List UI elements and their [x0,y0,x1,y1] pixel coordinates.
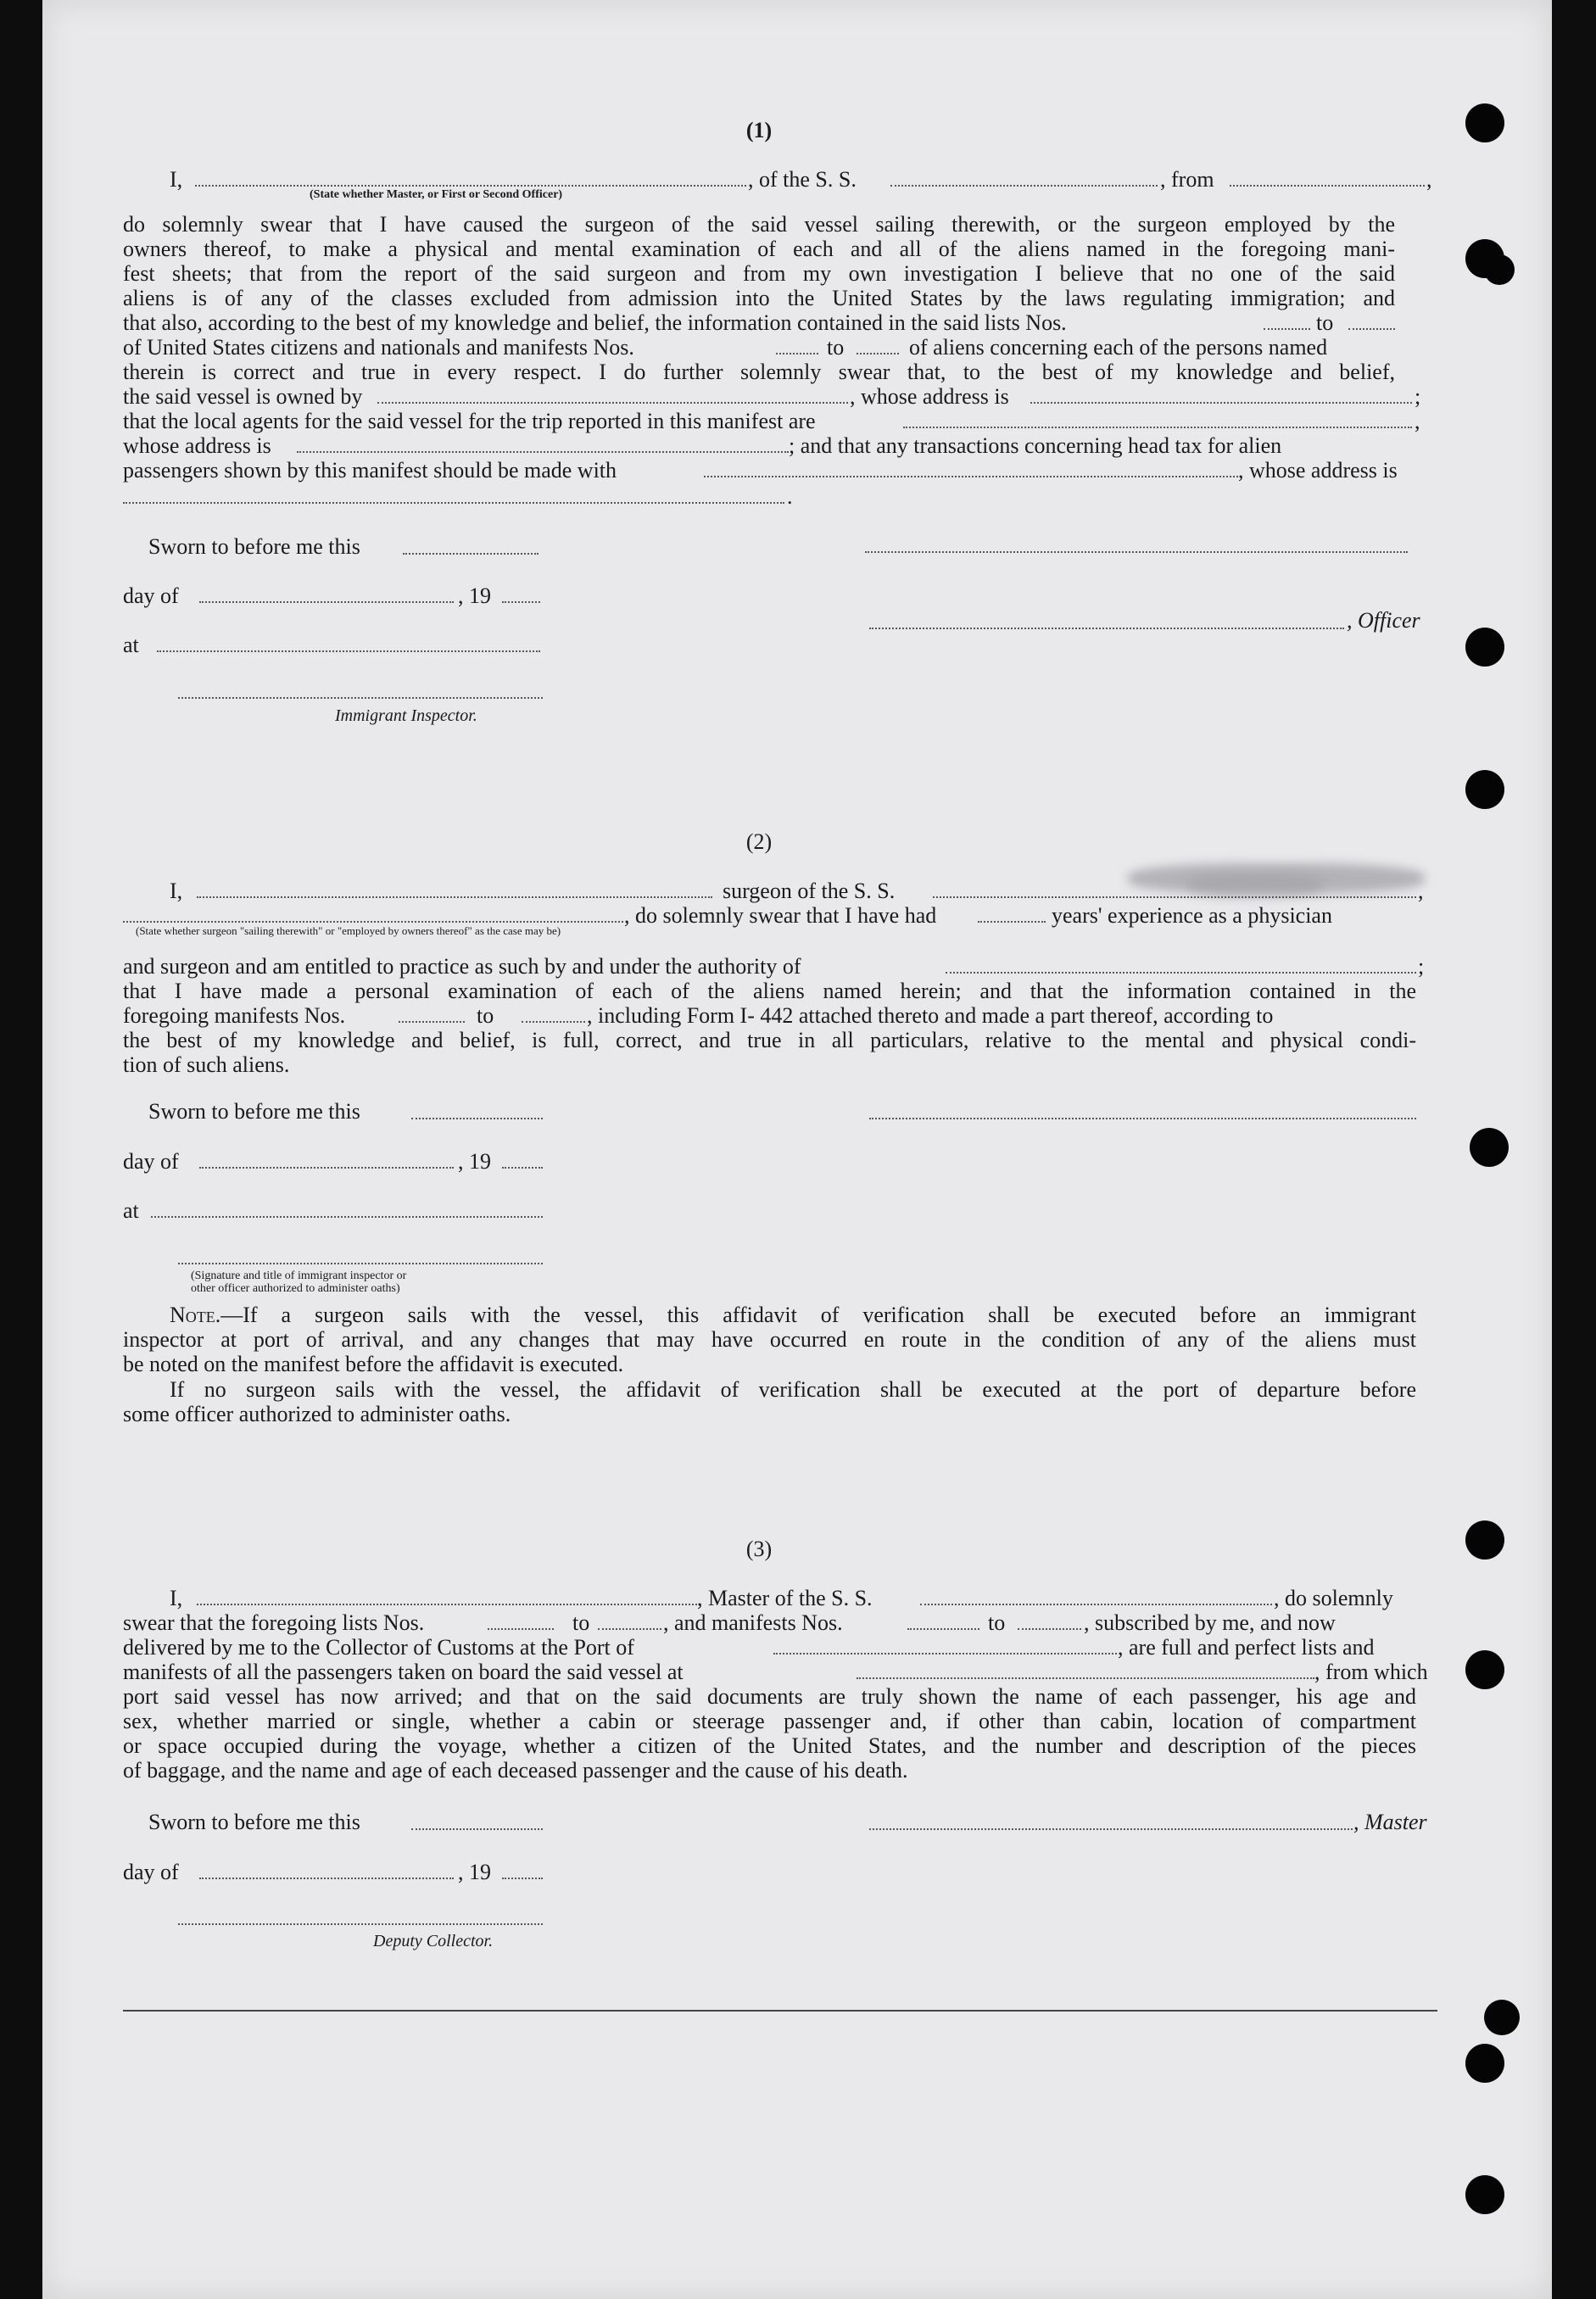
s2-years-text: years' experience as a physician [1052,903,1332,928]
s1-from-port-field[interactable] [1230,185,1425,187]
s3-master-signature-field[interactable] [869,1828,1353,1830]
s1-paragraph-line: owners thereof, to make a physical and mental examination of each and all of the aliens named in the foregoing mani- [123,237,1395,261]
s2-swear-text: , do solemnly swear that I have had [624,903,937,928]
s2-day-of-label: day of [123,1149,179,1174]
s2-at-field[interactable] [151,1216,543,1218]
s1-officer-name-field[interactable] [195,185,746,187]
s2-authority-field[interactable] [946,972,1416,974]
s1-local-agents-text: that the local agents for the said vessel for the trip reported in this manifest are [123,409,816,433]
s3-deputy-collector-label: Deputy Collector. [373,1932,494,1950]
binder-hole [1484,254,1515,285]
s1-inspector-label: Immigrant Inspector. [335,706,477,725]
s1-manifests-text: of United States citizens and nationals and manifests Nos. [123,335,634,360]
s2-i-label: I, [170,879,183,903]
s1-year-label: , 19 [458,583,491,608]
s1-agent-address-field[interactable] [297,451,789,453]
s2-vessel-field[interactable] [933,896,1416,898]
s3-solemnly-text: , do solemnly [1274,1586,1393,1610]
s1-lists-to-field[interactable] [1348,328,1395,330]
s1-contact-address-label: , whose address is [1238,458,1398,483]
s1-local-agents-field[interactable] [903,427,1412,428]
s1-owner-field[interactable] [377,402,848,404]
s2-note-line: be noted on the manifest before the affidavit is executed. [123,1352,624,1376]
s3-collector-text: delivered by me to the Collector of Customs at the Port of [123,1635,634,1660]
s1-lists-text: that also, according to the best of my knowledge and belief, the information contained in the said lists Nos. [123,310,1067,335]
binder-hole [1465,2175,1504,2214]
s3-year-field[interactable] [502,1878,543,1879]
s2-at-label: at [123,1198,139,1223]
bottom-rule [123,2010,1437,2012]
s2-surgeon-of-ss-label: surgeon of the S. S. [723,879,896,903]
s1-head-tax-text: ; and that any transactions concerning head tax for alien [789,433,1282,458]
s2-sworn-date-field[interactable] [411,1118,543,1119]
s2-sig-caption-1: (Signature and title of immigrant inspector or [191,1269,407,1282]
s1-of-ss-label: , of the S. S. [748,167,857,192]
s1-i-label: I, [170,167,183,192]
s2-paragraph-line: the best of my knowledge and belief, is full, correct, and true in all particulars, relative to the mental and physical condi- [123,1028,1416,1052]
s2-paragraph-line: tion of such aliens. [123,1052,290,1077]
binder-hole [1465,1521,1504,1560]
s2-sig-caption-2: other officer authorized to administer oaths) [191,1282,400,1295]
s2-inspector-signature-field[interactable] [178,1263,543,1264]
s3-paragraph-line: of baggage, and the name and age of each deceased passenger and the cause of his death. [123,1758,908,1783]
s3-paragraph-line: sex, whether married or single, whether a cabin or steerage passenger and, if other than cabin, location of compartment [123,1709,1416,1733]
binder-hole [1465,1650,1504,1689]
s1-at-field[interactable] [157,650,540,652]
s2-line-comma: , [1418,879,1424,903]
s1-from-label: , from [1160,167,1214,192]
s1-paragraph-line: fest sheets; that from the report of the said surgeon and from my own investigation I believe that no one of the said [123,261,1395,286]
s2-day-of-field[interactable] [199,1167,454,1169]
s3-master-name-field[interactable] [197,1604,697,1605]
s3-lists-from-field[interactable] [488,1628,554,1630]
s3-lists-to-field[interactable] [598,1628,661,1630]
binder-hole [1484,2000,1520,2035]
s2-line-semicolon: ; [1418,954,1425,979]
s1-at-label: at [123,633,139,657]
s1-day-of-label: day of [123,583,179,608]
s3-manifests-to: to [988,1610,1006,1635]
s2-surgeon-status-field[interactable] [123,921,623,923]
s1-head-tax-contact-field[interactable] [704,476,1238,477]
section-1-heading: (1) [745,118,773,142]
s3-lists-to: to [572,1610,590,1635]
s2-note-text: —If a surgeon sails with the vessel, this affidavit of verification shall be executed before an immigrant [220,1303,1416,1327]
binder-hole [1465,103,1504,142]
binder-hole [1465,628,1504,667]
s3-paragraph-line: port said vessel has now arrived; and that on the said documents are truly shown the name of each passenger, his age and [123,1684,1416,1709]
s3-vessel-field[interactable] [920,1604,1272,1605]
s1-paragraph-line: aliens is of any of the classes excluded from admission into the United States by the laws regulating immigration; and [123,286,1395,310]
s1-line-period: . [787,484,793,509]
s2-form-text: , including Form I- 442 attached thereto and made a part thereof, according to [587,1003,1274,1028]
s1-line-end: , [1426,167,1432,192]
s1-day-of-field[interactable] [199,601,454,603]
s1-inspector-signature-field[interactable] [178,697,543,699]
s2-surgeon-name-field[interactable] [197,896,712,898]
s1-sworn-date-field[interactable] [403,553,539,555]
s1-line-semicolon: ; [1415,384,1421,409]
s1-year-field[interactable] [502,601,540,603]
s1-paragraph-line: therein is correct and true in every respect. I do further solemnly swear that, to the best of my knowledge and belief, [123,360,1395,384]
s1-owner-address-field[interactable] [1030,402,1412,404]
s3-year-label: , 19 [458,1860,491,1884]
binder-hole [1470,1128,1509,1167]
s3-manifests-to-field[interactable] [1018,1628,1081,1630]
s1-manifests-from-field[interactable] [776,353,818,354]
s3-collector-signature-field[interactable] [178,1923,543,1925]
s2-surgeon-signature-field[interactable] [869,1118,1416,1119]
s3-perfect-lists-text: , are full and perfect lists and [1118,1635,1375,1660]
manifest-affidavit-page [42,0,1552,2299]
section-3-heading: (3) [745,1537,773,1561]
s1-contact-address-field[interactable] [123,502,784,504]
s1-line-comma: , [1415,409,1420,433]
s2-paragraph-line: that I have made a personal examination of each of the aliens named herein; and that the information contained in the [123,979,1416,1003]
s2-manifests-from-field[interactable] [399,1021,465,1023]
s3-master-of-ss-label: , Master of the S. S. [697,1586,873,1610]
s3-port-field[interactable] [773,1653,1117,1654]
s2-manifests-to-field[interactable] [522,1021,585,1023]
s2-sworn-label: Sworn to before me this [148,1099,360,1124]
s2-note-line-1 [170,1303,1416,1327]
s1-officer-caption: (State whether Master, or First or Second Officer) [310,188,563,201]
s1-vessel-field[interactable] [890,185,1158,187]
s1-paragraph-line: do solemnly swear that I have caused the surgeon of the said vessel sailing therewith, or the surgeon employed by the [123,212,1395,237]
s1-officer-label: , Officer [1347,608,1420,633]
s2-note-label: Note. [170,1303,221,1327]
s1-lists-from-field[interactable] [1264,328,1310,330]
s3-from-which-text: , from which [1314,1660,1428,1684]
binder-hole [1465,2044,1504,2083]
s3-sworn-label: Sworn to before me this [148,1810,360,1834]
s3-sworn-date-field[interactable] [411,1828,543,1830]
s1-sworn-label: Sworn to before me this [148,534,360,559]
s3-paragraph-line: or space occupied during the voyage, whether a citizen of the United States, and the number and description of the pieces [123,1733,1416,1758]
s2-authority-text: and surgeon and am entitled to practice as such by and under the authority of [123,954,801,979]
s3-master-label: , Master [1353,1810,1427,1834]
s2-year-label: , 19 [458,1149,491,1174]
s3-board-text: manifests of all the passengers taken on board the said vessel at [123,1660,684,1684]
s1-officer-signature-field[interactable] [869,628,1344,629]
s3-day-of-field[interactable] [199,1878,454,1879]
s1-lists-to: to [1316,310,1334,335]
s3-manifests-from-field[interactable] [907,1628,979,1630]
s2-note-line: some officer authorized to administer oaths. [123,1402,511,1426]
s3-lists-text: swear that the foregoing lists Nos. [123,1610,425,1635]
s1-head-tax-contact-text: passengers shown by this manifest should be made with [123,458,617,483]
section-2-heading: (2) [745,829,773,854]
s2-year-field[interactable] [502,1167,543,1169]
s1-manifests-to-field[interactable] [857,353,899,354]
s1-owned-by-text: the said vessel is owned by [123,384,363,409]
s1-manifests-to: to [827,335,845,360]
s2-note-line: inspector at port of arrival, and any changes that may have occurred en route in the condition of any of the aliens must [123,1327,1416,1352]
s2-manifests-to: to [477,1003,494,1028]
s3-boarding-port-field[interactable] [857,1677,1314,1679]
s3-manifests-text: , and manifests Nos. [663,1610,843,1635]
s1-agent-address-label: whose address is [123,433,271,458]
s2-surgeon-caption: (State whether surgeon "sailing therewith" or "employed by owners thereof" as the case may be) [136,924,561,937]
ink-smudge [1187,873,1323,897]
s2-years-field[interactable] [978,921,1046,923]
s2-note-line: If no surgeon sails with the vessel, the affidavit of verification shall be executed at the port of departure before [170,1377,1416,1402]
s3-i-label: I, [170,1586,183,1610]
s3-day-of-label: day of [123,1860,179,1884]
s3-subscribed-text: , subscribed by me, and now [1084,1610,1336,1635]
s1-owner-address-label: , whose address is [850,384,1009,409]
s1-signature-line[interactable] [865,551,1408,553]
binder-hole [1465,770,1504,809]
s2-manifests-text: foregoing manifests Nos. [123,1003,346,1028]
s1-aliens-text: of aliens concerning each of the persons named [909,335,1328,360]
